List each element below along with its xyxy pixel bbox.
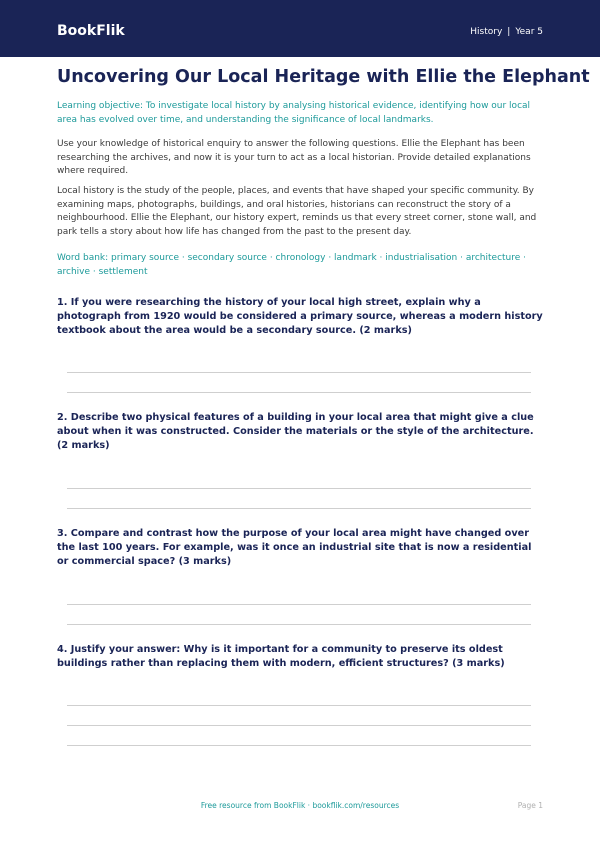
brand-logo-text[interactable]: BookFlik bbox=[57, 23, 125, 39]
question-2: 2. Describe two physical features of a building in your local area that might give a clue about when it was constructed. Consider the materials or the style of the architecture. (2 marks) bbox=[57, 412, 534, 451]
crumb-separator: | bbox=[507, 27, 511, 37]
answer-line[interactable] bbox=[67, 725, 531, 726]
subject-label: History bbox=[470, 27, 503, 37]
question-1: 1. If you were researching the history of your local high street, explain why a photograph from 1920 would be considered a primary source, whereas a modern history textbook about the area would be a secondary source. (2 marks) bbox=[57, 297, 543, 336]
learning-objective: Learning objective: To investigate local history by analysing historical evidence, identifying how our local area has evolved over time, and understanding the significance of local landmarks. bbox=[57, 101, 531, 125]
question-4: 4. Justify your answer: Why is it important for a community to preserve its oldest buildings rather than replacing them with modern, efficient structures? (3 marks) bbox=[57, 644, 505, 669]
context-paragraph: Local history is the study of the people, places, and events that have shaped your specific community. By examining maps, photographs, buildings, and oral histories, historians can reconstruct the story of a neighbourhood. Ellie the Elephant, our history expert, reminds us that every street corner, stone wall, and park tells a story about how life has changed from the past to the present day. bbox=[57, 186, 537, 237]
word-bank: Word bank: primary source · secondary source · chronology · landmark · industrialisation · architecture · archive · settlement bbox=[57, 253, 527, 277]
year-label: Year 5 bbox=[515, 27, 543, 37]
answer-line[interactable] bbox=[67, 705, 531, 706]
subject-year-label bbox=[470, 26, 543, 38]
answer-line[interactable] bbox=[67, 372, 531, 373]
instructions-paragraph: Use your knowledge of historical enquiry to answer the following questions. Ellie the Elephant has been researching the archives, and now it is your turn to act as a local historian. Provide detailed explanations where required. bbox=[57, 139, 531, 177]
answer-line[interactable] bbox=[67, 508, 531, 509]
answer-line[interactable] bbox=[67, 392, 531, 393]
top-header-bar bbox=[0, 0, 600, 57]
answer-line[interactable] bbox=[67, 745, 531, 746]
page-number: Page 1 bbox=[517, 801, 543, 810]
answer-line[interactable] bbox=[67, 488, 531, 489]
footer-link[interactable]: Free resource from BookFlik · bookflik.com/resources bbox=[200, 801, 400, 810]
answer-line[interactable] bbox=[67, 624, 531, 625]
question-3: 3. Compare and contrast how the purpose of your local area might have changed over the last 100 years. For example, was it once an industrial site that is now a residential or commercial space? (3 marks) bbox=[57, 528, 532, 567]
answer-line[interactable] bbox=[67, 604, 531, 605]
page-title: Uncovering Our Local Heritage with Ellie the Elephant bbox=[57, 67, 590, 87]
